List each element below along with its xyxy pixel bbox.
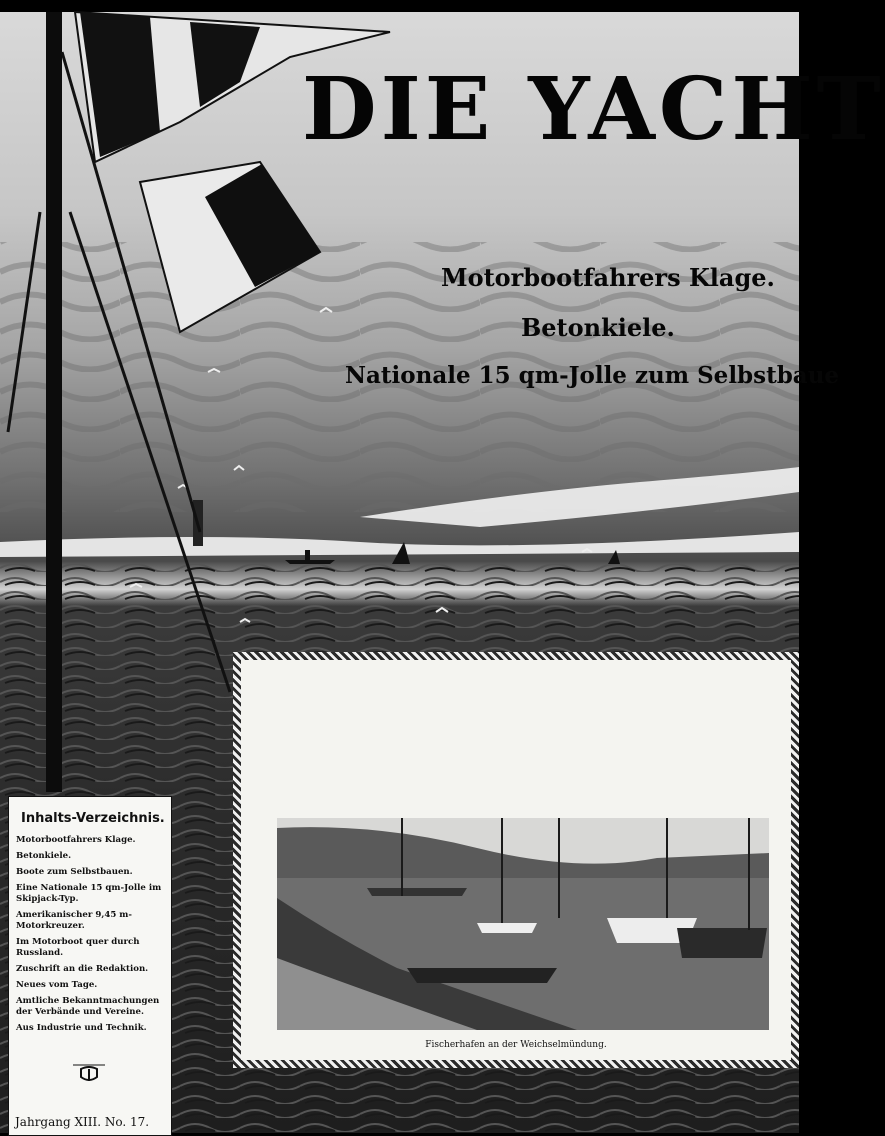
toc-item: Zuschrift an die Redaktion.: [16, 964, 149, 974]
toc-title: Inhalts-Verzeichnis.: [21, 811, 165, 826]
photo-caption: Fischerhafen an der Weichselmündung.: [425, 1040, 607, 1050]
toc-item: Aus Industrie und Technik.: [16, 1023, 147, 1033]
harbor-photo: [277, 818, 769, 1030]
publisher-logo-icon: [69, 1061, 109, 1089]
toc-item: Eine Nationale 15 qm-Jolle im Skipjack-Typ.: [16, 883, 162, 904]
magazine-cover: [0, 12, 885, 1133]
photo-frame: [233, 652, 799, 1068]
mast: [46, 12, 62, 792]
toc-item: Neues vom Tage.: [16, 980, 98, 990]
headline-3: Nationale 15 qm-Jolle zum Selbstbaue: [345, 362, 840, 389]
headline-2: Betonkiele.: [521, 313, 675, 342]
photo-mat: [241, 660, 791, 1060]
magazine-title: DIE YACHT: [302, 59, 885, 160]
toc-item: Boote zum Selbstbauen.: [16, 867, 133, 877]
toc-list: [16, 835, 166, 1039]
toc-item: Betonkiele.: [16, 851, 72, 861]
table-of-contents: [8, 796, 172, 1136]
issue-number: Jahrgang XIII. No. 17.: [15, 1115, 150, 1129]
toc-item: Amerikanischer 9,45 m-Motorkreuzer.: [16, 910, 132, 931]
headline-1: Motorbootfahrers Klage.: [441, 263, 775, 292]
toc-item: Amtliche Bekanntmachungen der Verbände und Vereine.: [16, 996, 160, 1017]
toc-item: Motorbootfahrers Klage.: [16, 835, 136, 845]
toc-item: Im Motorboot quer durch Russland.: [16, 937, 140, 958]
